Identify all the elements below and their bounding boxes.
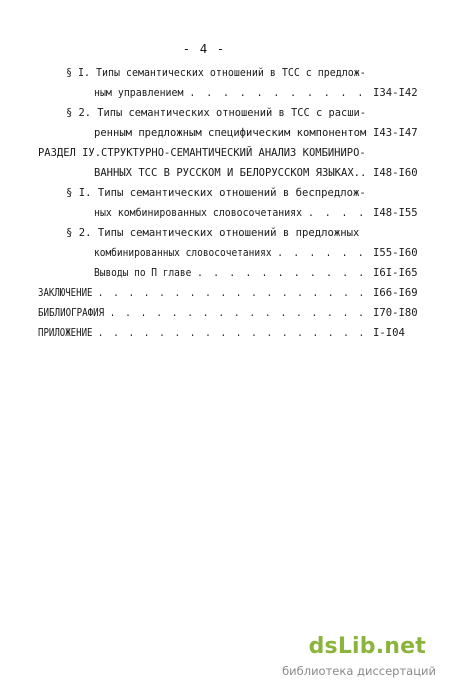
toc-entry-part-4-line-1 [38,146,366,160]
toc-page-range: I34-I42 [373,87,418,99]
toc-leader-dots: . . . . . . [277,247,366,259]
toc-entry-text: БИБЛИОГРАФИЯ [38,307,105,319]
watermark [246,634,436,678]
page-number: - 4 - [182,41,226,56]
toc-leader-dots: . . . . . . . . . . . . . . . . . . [97,327,367,339]
toc-entry-text: § 2. Типы семантических отношений в ТСС с расши- [66,107,367,119]
toc-leader-dots: . . . . . . . . . . . [197,267,367,279]
toc-page-range: I6I-I65 [373,267,418,279]
toc-leader-dots: . . . . [308,207,367,219]
toc-entry-part-4-section-2-line-2 [94,246,366,260]
toc-entry-section-2-line-2 [94,126,366,140]
toc-entry-text: Выводы по П главе [94,267,192,279]
toc-entry-text: ных комбинированных словосочетаниях [94,207,303,219]
toc-entry-part-4-line-2 [94,166,366,180]
toc-page-range: I70-I80 [373,307,418,319]
toc-entry-appendix [38,326,366,340]
toc-entry-text: ным управлением [94,87,184,99]
toc-entry-text: ВАННЫХ ТСС В РУССКОМ И БЕЛОРУССКОМ ЯЗЫКАХ.. [94,167,367,179]
toc-leader-dots: . . . . . . . . . . . . . . . . . [109,307,367,319]
toc-entry-bibliography [38,306,366,320]
toc-entry-text: РАЗДЕЛ IУ.СТРУКТУРНО-СЕМАНТИЧЕСКИЙ АНАЛИЗ КОМБИНИРО- [38,147,366,159]
toc-entry-part-4-section-2-line-1 [66,226,359,240]
toc-page-range: I-I04 [373,327,405,339]
toc-entry-section-1-line-1 [66,66,366,80]
toc-entry-part-4-section-1-line-2 [94,206,367,220]
toc-entry-text: комбинированных словосочетаниях [94,247,272,259]
toc-page-range: I48-I55 [373,207,418,219]
watermark-subtitle: библиотека диссертаций [282,664,436,678]
toc-page-range: I43-I47 [373,127,418,139]
toc-entry-text: § 2. Типы семантических отношений в предложных [66,227,360,239]
toc-page-range: I66-I69 [373,287,418,299]
toc-entry-conclusion [38,286,366,300]
toc-entry-section-2-line-1 [66,106,366,120]
toc-entry-text: ренным предложным специфическим компонентом [94,127,367,139]
watermark-logo: dsLib.net [308,634,426,659]
toc-page-range: I55-I60 [373,247,418,259]
toc-entry-conclusions [94,266,366,280]
toc-leader-dots: . . . . . . . . . . . [189,87,366,99]
toc-entry-text: ЗАКЛЮЧЕНИЕ [38,287,93,299]
toc-page-range: I48-I60 [373,167,418,179]
toc-entry-text: ПРИЛОЖЕНИЕ [38,327,93,339]
toc-leader-dots: . . . . . . . . . . . . . . . . . . [97,287,367,299]
toc-entry-section-1-line-2 [94,86,366,100]
toc-entry-part-4-section-1-line-1 [66,186,366,200]
toc-entry-text: § I. Типы семантических отношений в ТСС с предлож- [66,67,366,79]
toc-entry-text: § I. Типы семантических отношений в беспредлож- [66,187,366,199]
